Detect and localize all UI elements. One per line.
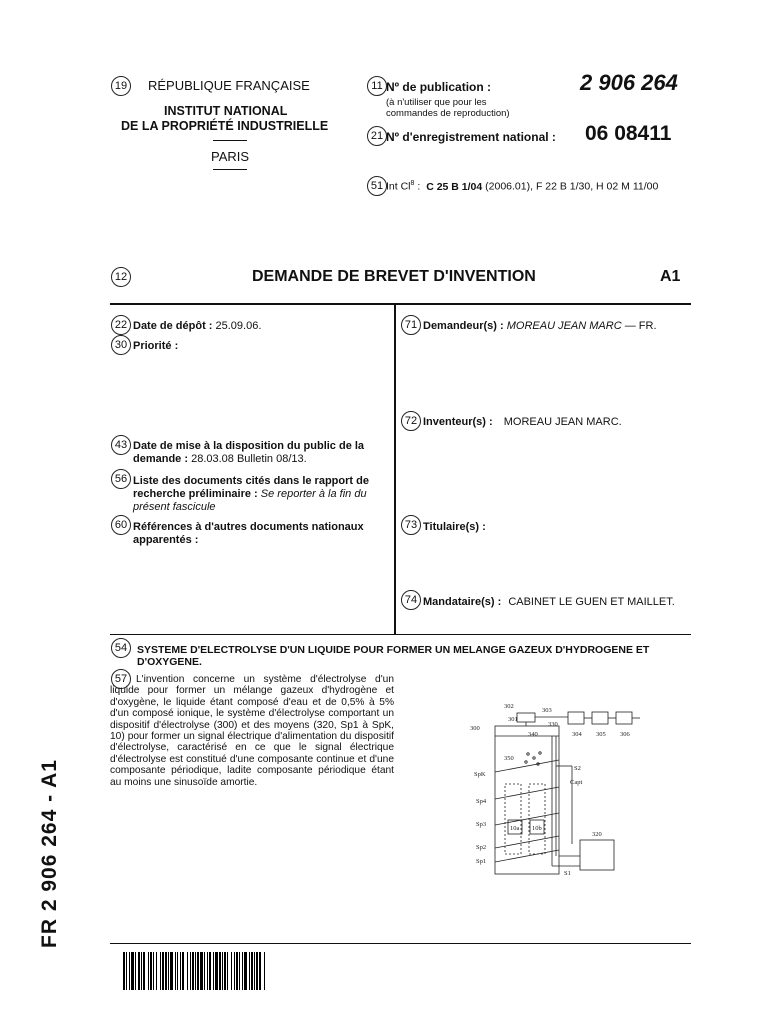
cited-documents [133,475,369,514]
publication-date-line2: demande : [133,453,189,465]
label-sp2: Sp2 [476,844,487,851]
code-54: 54 [111,638,131,658]
code-56: 56 [111,469,131,489]
label-350: 350 [504,755,514,762]
applicant [423,320,657,333]
refs-line2: apparentés : [133,534,199,546]
int-cl-main: C 25 B 1/04 [426,180,483,193]
label-sp1: Sp1 [476,858,487,865]
publication-label: Nº de publication : [386,80,492,94]
invention-title-line1: SYSTEME D'ELECTROLYSE D'UN LIQUIDE POUR FORMER UN MELANGE GAZEUX D'HYDROGENE ET [137,644,650,656]
agent-value: CABINET LE GUEN ET MAILLET. [508,596,675,608]
applicant-country: — FR. [624,320,657,332]
cited-docs-ref: Se reporter à la fin du [260,488,367,500]
publication-note-2: commandes de reproduction) [386,108,510,119]
agent-label: Mandataire(s) : [423,596,502,608]
label-304: 304 [572,731,582,738]
divider [213,169,247,170]
code-57: 57 [111,669,131,689]
invention-title [137,644,693,668]
label-305: 305 [596,731,606,738]
code-60: 60 [111,515,131,535]
code-43: 43 [111,435,131,455]
int-cl-rest: (2006.01), F 22 B 1/30, H 02 M 11/00 [485,180,659,193]
label-capt: Capt [570,779,583,786]
applicant-label: Demandeur(s) : [423,320,504,332]
electrolysis-figure [468,696,694,886]
refs-line1: Références à d'autres documents nationaux [133,521,364,533]
invention-title-line2: D'OXYGENE. [137,656,202,668]
abstract-text [110,674,394,788]
label-301: 301 [508,716,518,723]
other-references [133,521,364,547]
label-320: 320 [592,831,602,838]
document-kind: A1 [660,268,681,285]
code-51: 51 [367,176,387,196]
priority-label: Priorité : [133,340,179,352]
publication-number: 2 906 264 [580,70,678,95]
code-30: 30 [111,335,131,355]
label-306: 306 [620,731,630,738]
divider [213,140,247,141]
applicant-value: MOREAU JEAN MARC [506,320,622,332]
cited-docs-line2: recherche préliminaire : [133,488,258,500]
int-cl-edition: 8 [410,180,415,187]
agent [423,596,675,609]
code-74: 74 [401,590,421,610]
filing-date-value: 25.09.06. [215,320,262,332]
label-sp3: Sp3 [476,821,487,828]
publication-note-1: (à n'utiliser que pour les [386,97,487,108]
filing-date-label: Date de dépôt : [133,320,213,332]
country-name: RÉPUBLIQUE FRANÇAISE [148,78,310,93]
label-330: 330 [548,721,558,728]
title-underline [110,303,691,305]
publication-date-line1: Date de mise à la disposition du public de la [133,440,365,452]
label-sp4: Sp4 [476,798,487,805]
code-73: 73 [401,515,421,535]
registration-label: Nº d'enregistrement national : [386,130,556,144]
cited-docs-line3: présent fascicule [133,501,216,513]
filing-date [133,320,261,333]
inventor-label: Inventeur(s) : [423,416,493,428]
int-cl-label: Int Cl [386,180,411,193]
document-title: DEMANDE DE BREVET D'INVENTION [252,268,536,285]
code-19: 19 [111,76,131,96]
city: PARIS [211,149,250,164]
publication-date-value: 28.03.08 Bulletin 08/13. [191,453,307,465]
label-303: 303 [542,707,552,714]
int-cl-line [386,180,658,193]
label-10a: 10a [510,825,520,832]
side-publication-code: FR 2 906 264 - A1 [38,759,61,948]
code-12: 12 [111,267,131,287]
section-divider [110,634,691,635]
label-spk: SpK [474,771,486,778]
inventor [423,416,622,429]
cited-docs-line1: Liste des documents cités dans le rapport de [133,475,369,487]
label-340: 340 [528,731,538,738]
code-72: 72 [401,411,421,431]
institute-line2: DE LA PROPRIÉTÉ INDUSTRIELLE [121,119,329,133]
label-302: 302 [504,703,514,710]
code-11: 11 [367,76,387,96]
label-10b: 10b [532,825,542,832]
publication-date [133,440,364,466]
code-71: 71 [401,315,421,335]
abstract-body: L'invention concerne un système d'électrolyse d'un liquide pour former un mélange gazeux d'hydrogène et d'oxygène, le liquide étant composé d'eau et de 0,5% à 5% d'un composé ionique, le système d'électrolyse comportant un dispositif d'électrolyse (300) et des moyens (320, Sp1 à SpK, 10) pour former un signal électrique d'alimentation du dispositif d'électrolyse, caractérisé en ce que le signal électrique d'électrolyse est constitué d'une composante continue et d'une composante périodique, ladite composante périodique étant au moins une sinusoïde amortie. [110,674,394,788]
code-21: 21 [367,126,387,146]
holder-label: Titulaire(s) : [423,521,486,533]
institute-line1: INSTITUT NATIONAL [164,104,288,118]
registration-number: 06 08411 [585,122,672,145]
label-s2: S2 [574,765,581,772]
inventor-value: MOREAU JEAN MARC. [503,416,622,428]
int-cl-sep: : [414,180,421,193]
column-divider [394,305,396,634]
label-s1: S1 [564,870,571,877]
bottom-divider [110,943,691,944]
barcode-image [123,952,368,990]
label-300: 300 [470,725,480,732]
code-22: 22 [111,315,131,335]
